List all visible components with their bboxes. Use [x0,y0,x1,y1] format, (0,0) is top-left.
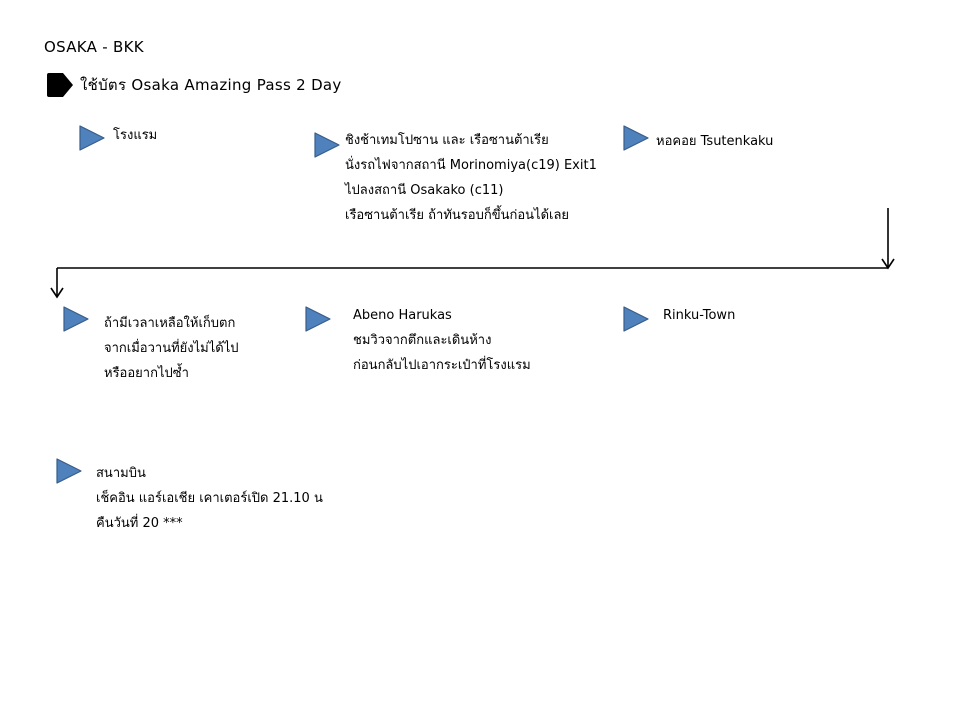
step-3 [622,125,650,155]
step-line: Abeno Harukas [353,308,452,323]
step-line: โรงแรม [113,128,158,143]
step-line: หรืออยากไปซ้ำ [104,366,189,381]
step-line: ชิงช้าเทมโปซาน และ เรือซานต้าเรีย [345,133,549,148]
subtitle-row [46,72,342,98]
step-3-text [656,129,773,154]
play-arrow-icon [304,306,332,332]
play-arrow-icon [622,306,650,332]
play-arrow-icon [313,132,341,158]
subtitle: ใช้บัตร Osaka Amazing Pass 2 Day [80,76,342,94]
play-arrow-icon [78,125,106,151]
play-arrow-icon [62,306,90,332]
step-line: ชมวิวจากตึกและเดินห้าง [353,333,492,348]
step-line: ไปลงสถานี Osakako (c11) [345,183,504,198]
step-line: จากเมื่อวานที่ยังไม่ได้ไป [104,341,239,356]
step-7 [55,458,83,488]
step-line: หอคอย Tsutenkaku [656,134,774,149]
step-6 [622,306,650,336]
step-4-text [104,311,239,386]
step-4 [62,306,90,336]
step-7-text [96,461,323,536]
step-line: คืนวันที่ 20 *** [96,516,183,531]
play-arrow-icon [622,125,650,151]
play-arrow-icon [55,458,83,484]
page-title: OSAKA - BKK [44,38,144,56]
step-6-text [663,303,735,328]
step-line: ถ้ามีเวลาเหลือให้เก็บตก [104,316,236,331]
step-line: เช็คอิน แอร์เอเชีย เคาเตอร์เปิด 21.10 น [96,491,323,506]
step-2-text [345,128,597,228]
pentagon-arrow-icon [46,72,74,98]
step-2 [313,132,341,162]
step-line: ก่อนกลับไปเอากระเป๋าที่โรงแรม [353,358,531,373]
step-line: เรือซานต้าเรีย ถ้าทันรอบก็ขึ้นก่อนได้เลย [345,208,570,223]
step-5 [304,306,332,336]
step-line: สนามบิน [96,466,146,481]
step-5-text [353,303,531,378]
step-line: Rinku-Town [663,308,736,323]
step-1 [78,125,106,155]
step-1-text [113,123,157,148]
step-line: นั่งรถไฟจากสถานี Morinomiya(c19) Exit1 [345,158,597,173]
